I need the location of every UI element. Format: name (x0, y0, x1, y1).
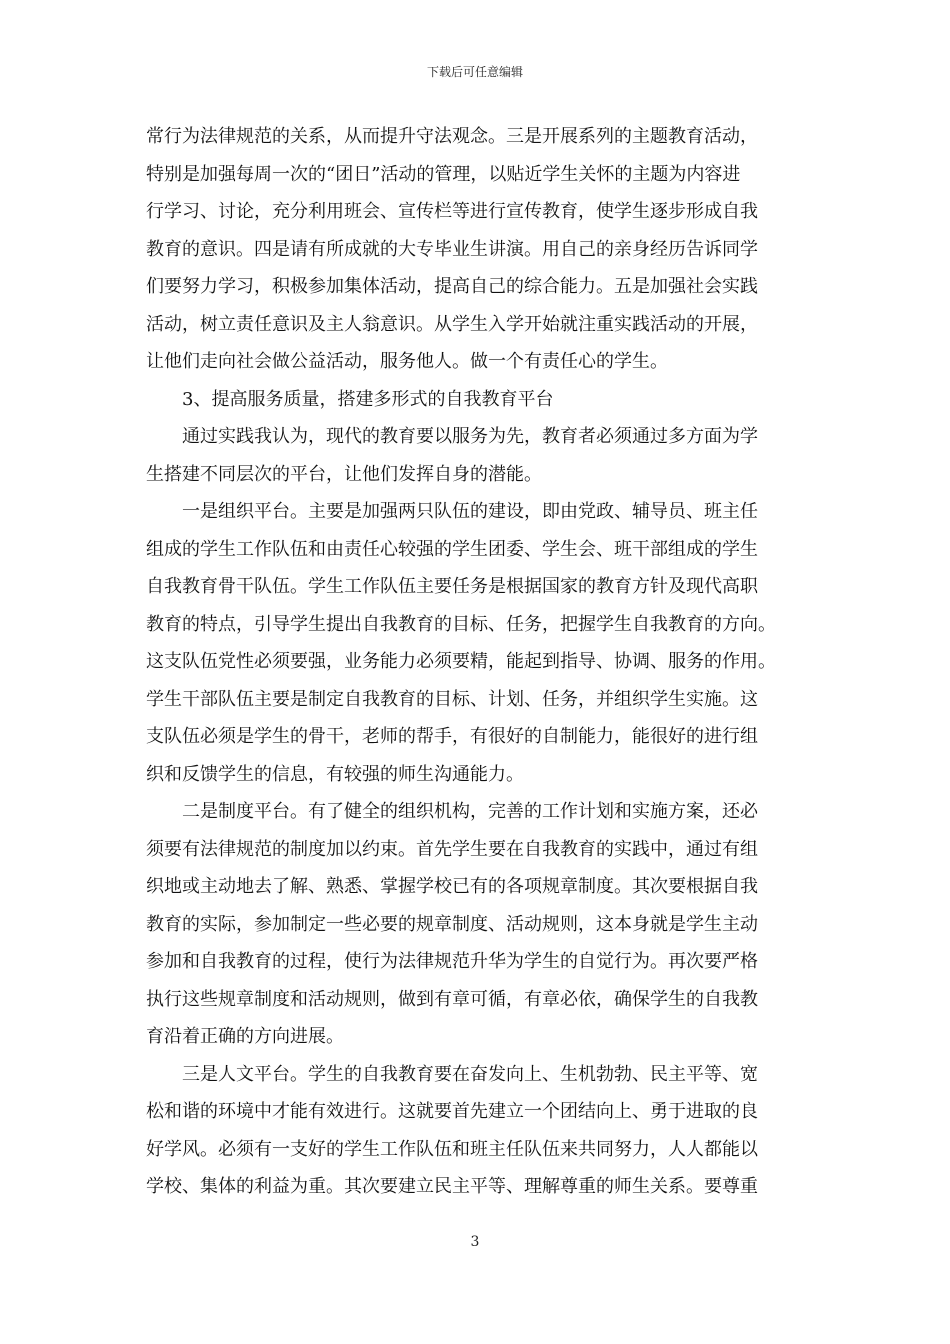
text-line: 生搭建不同层次的平台，让他们发挥自身的潜能。 (146, 463, 542, 485)
text-line: 育沿着正确的方向进展。 (146, 1026, 344, 1047)
section-heading: 3、提高服务质量，搭建多形式的自我教育平台 (182, 388, 554, 410)
text-line: 自我教育骨干队伍。学生工作队伍主要任务是根据国家的教育方针及现代高职 (146, 576, 758, 597)
text-line: 支队伍必须是学生的骨干，老师的帮手，有很好的自制能力，能很好的进行组 (146, 726, 758, 747)
text-line: 参加和自我教育的过程，使行为法律规范升华为学生的自觉行为。再次要严格 (146, 951, 758, 972)
text-line: 学校、集体的利益为重。其次要建立民主平等、理解尊重的师生关系。要尊重 (146, 1176, 758, 1197)
paragraph-first-line: 通过实践我认为，现代的教育要以服务为先，教育者必须通过多方面为学 (182, 426, 758, 447)
text-line: 执行这些规章制度和活动规则，做到有章可循，有章必依，确保学生的自我教 (146, 988, 758, 1010)
paragraph-first-line: 二是制度平台。有了健全的组织机构，完善的工作计划和实施方案，还必 (182, 801, 758, 822)
text-line: 组成的学生工作队伍和由责任心较强的学生团委、学生会、班干部组成的学生 (146, 538, 758, 560)
text-line: 织和反馈学生的信息，有较强的师生沟通能力。 (146, 763, 524, 785)
text-line: 行学习、讨论，充分利用班会、宣传栏等进行宣传教育，使学生逐步形成自我 (146, 201, 758, 222)
text-line: 特别是加强每周一次的“团日”活动的管理，以贴近学生关怀的主题为内容进 (146, 163, 741, 185)
text-line: 松和谐的环境中才能有效进行。这就要首先建立一个团结向上、勇于进取的良 (146, 1101, 758, 1122)
paragraph-first-line: 一是组织平台。主要是加强两只队伍的建设，即由党政、辅导员、班主任 (182, 501, 758, 522)
text-line: 教育的意识。四是请有所成就的大专毕业生讲演。用自己的亲身经历告诉同学 (146, 238, 758, 260)
text-line: 须要有法律规范的制度加以约束。首先学生要在自我教育的实践中，通过有组 (146, 838, 758, 860)
text-line: 学生干部队伍主要是制定自我教育的目标、计划、任务，并组织学生实施。这 (146, 688, 758, 710)
text-line: 织地或主动地去了解、熟悉、掌握学校已有的各项规章制度。其次要根据自我 (146, 876, 758, 897)
text-line: 让他们走向社会做公益活动，服务他人。做一个有责任心的学生。 (146, 351, 668, 372)
text-line: 活动，树立责任意识及主人翁意识。从学生入学开始就注重实践活动的开展， (146, 313, 758, 335)
paragraph-first-line: 三是人文平台。学生的自我教育要在奋发向上、生机勃勃、民主平等、宽 (182, 1063, 758, 1085)
text-line: 教育的特点，引导学生提出自我教育的目标、任务，把握学生自我教育的方向。 (146, 613, 776, 635)
text-line: 这支队伍党性必须要强，业务能力必须要精，能起到指导、协调、服务的作用。 (146, 651, 776, 672)
text-line: 好学风。必须有一支好的学生工作队伍和班主任队伍来共同努力，人人都能以 (146, 1138, 758, 1160)
document-body (146, 118, 814, 1206)
text-line: 常行为法律规范的关系，从而提升守法观念。三是开展系列的主题教育活动， (146, 126, 758, 147)
text-line: 教育的实际，参加制定一些必要的规章制度、活动规则，这本身就是学生主动 (146, 913, 758, 935)
page-number: 3 (470, 1234, 480, 1250)
page-header: 下载后可任意编辑 (426, 65, 523, 79)
text-line: 们要努力学习，积极参加集体活动，提高自己的综合能力。五是加强社会实践 (146, 276, 758, 297)
